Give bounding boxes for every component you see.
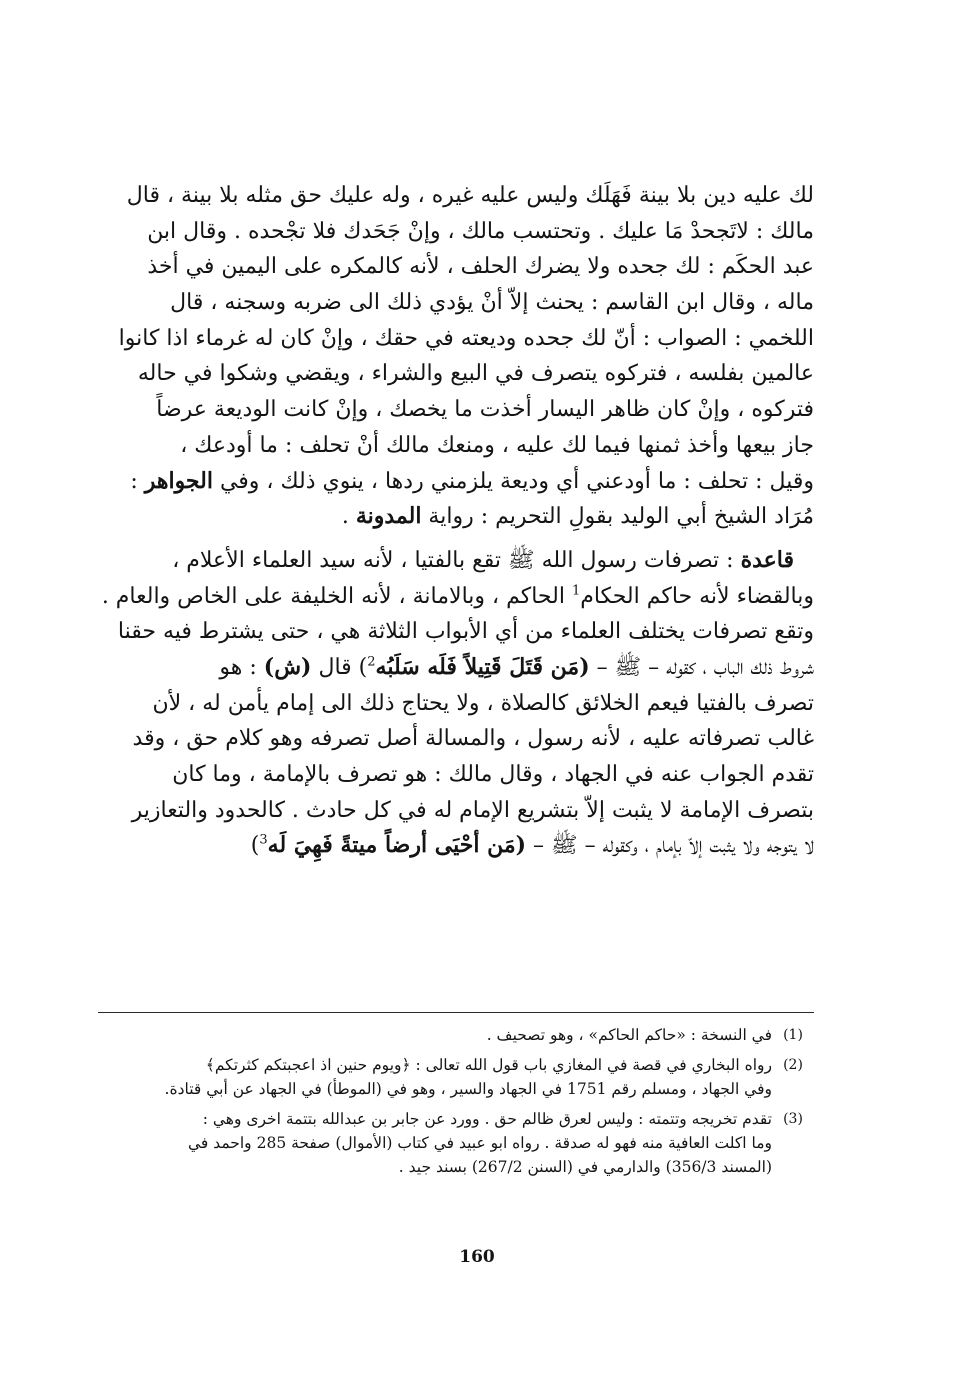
footnote-number: (3) xyxy=(783,1111,803,1127)
footnote-2 xyxy=(98,1053,814,1101)
commentator-abbreviation: (ش) xyxy=(263,653,312,680)
text-line xyxy=(98,579,814,615)
footnote-line: وما اكلت العافية منه فهو له صدقة . رواه ابو عبيد في كتاب (الأموال) صفحة 285 واحمد في xyxy=(187,1134,772,1152)
text-segment: : xyxy=(130,468,145,494)
paragraph-2 xyxy=(98,543,814,864)
rule-heading: قاعدة xyxy=(740,546,794,573)
footnote-text xyxy=(98,1107,772,1179)
text-segment: ) xyxy=(250,833,260,859)
footnote-marker: 1 xyxy=(571,583,581,599)
text-line xyxy=(98,499,814,535)
footnote-line: في النسخة : «حاكم الحاكم» ، وهو تصحيف . xyxy=(486,1026,772,1044)
text-segment: لا يتوجه ولا يثبت إلاّ بإمام ، وكقوله – ﷺ – xyxy=(526,833,814,859)
text-line xyxy=(98,543,814,579)
footnote-1 xyxy=(98,1023,814,1047)
footnote-line: تقدم تخريجه وتتمته : وليس لعرق ظالم حق . وورد عن جابر بن عبدالله بتتمة اخرى وهي : xyxy=(202,1110,772,1128)
paragraph-1 xyxy=(98,178,814,535)
text-line: وتقع تصرفات يختلف العلماء من أي الأبواب الثلاثة هي ، حتى يشترط فيه حقنا xyxy=(117,619,814,645)
footnote-line: (المسند 356/3) والدارمي في (السنن 267/2) بسند جيد . xyxy=(398,1158,772,1176)
main-text xyxy=(98,178,814,864)
text-line: جاز بيعها وأخذ ثمنها فيما لك عليه ، ومنعك مالك أنْ تحلف : ما أودعك ، xyxy=(180,432,814,458)
footnote-text xyxy=(98,1023,772,1047)
footnote-number: (2) xyxy=(783,1057,803,1073)
page-number: 160 xyxy=(459,1247,495,1267)
text-segment: : تصرفات رسول الله ﷺ تقع بالفتيا ، لأنه سيد العلماء الأعلام ، xyxy=(172,547,741,573)
text-line: بتصرف الإمامة لا يثبت إلاّ بتشريع الإمام له في كل حادث . كالحدود والتعازير xyxy=(131,797,814,823)
text-line: ماله ، وقال ابن القاسم : يحنث إلاّ أنْ يؤدي ذلك الى ضربه وسجنه ، قال xyxy=(170,290,814,316)
text-line: لك عليه دين بلا بينة فَهَلَك وليس عليه غيره ، وله عليك حق مثله بلا بينة ، قال xyxy=(126,183,814,208)
text-segment: وقيل : تحلف : ما أودعني أي وديعة يلزمني ردها ، ينوي ذلك ، وفي xyxy=(212,468,814,494)
text-segment: وبالقضاء لأنه حاكم الحكام xyxy=(580,583,814,609)
hadith-quote: (مَن أحْيَى أرضاً ميتةً فَهِيَ لَه xyxy=(267,832,527,859)
text-line xyxy=(98,650,814,686)
text-segment: : هو xyxy=(219,654,264,680)
book-title-jawahir: الجواهر xyxy=(144,467,213,494)
footnote-text xyxy=(98,1053,772,1101)
text-line: مالك : لاتَجحدْ مَا عليك . وتحتسب مالك ، وإنْ جَحَدك فلا تجْحده . وقال ابن xyxy=(147,218,814,244)
text-segment: شروط ذلك الباب ، كقوله – ﷺ – xyxy=(589,654,814,680)
footnote-marker: 3 xyxy=(259,833,268,849)
footnote-divider xyxy=(98,1012,814,1013)
footnote-line: وفي الجهاد ، ومسلم رقم 1751 في الجهاد والسير ، وهو في (الموطأ) في الجهاد عن أبي قتادة. xyxy=(164,1080,772,1098)
text-segment: . xyxy=(341,504,356,530)
footnote-marker: 2 xyxy=(367,654,376,670)
text-segment: الحاكم ، وبالامانة ، لأنه الخليفة على الخاص والعام . xyxy=(101,583,572,609)
text-line: عالمين بفلسه ، فتركوه يتصرف في البيع والشراء ، ويقضي وشكوا في حاله xyxy=(137,361,814,387)
hadith-quote: (مَن قَتَلَ قَتِيلاً فَلَه سَلَبُه xyxy=(375,653,590,680)
book-title-mudawwana: المدونة xyxy=(355,503,422,530)
text-line: اللخمي : الصواب : أنّ لك جحده وديعته في حقك ، وإنْ كان له غرماء اذا كانوا xyxy=(118,325,814,351)
text-line xyxy=(98,464,814,500)
text-line: غالب تصرفاته عليه ، لأنه رسول ، والمسالة أصل تصرفه وهو كلام حق ، وقد xyxy=(132,726,814,752)
footnote-line: رواه البخاري في قصة في المغازي باب قول الله تعالى : ﴿ويوم حنين اذ اعجبتكم كثرتكم﴾ xyxy=(205,1056,772,1074)
footnotes xyxy=(98,1023,814,1185)
footnote-3 xyxy=(98,1107,814,1179)
text-line: فتركوه ، وإنْ كان ظاهر اليسار أخذت ما يخصك ، وإنْ كانت الوديعة عرضاً xyxy=(156,397,814,423)
text-segment: مُرَاد الشيخ أبي الوليد بقولِ التحريم : رواية xyxy=(421,504,814,530)
text-segment: ) قال xyxy=(311,654,368,680)
text-line: تقدم الجواب عنه في الجهاد ، وقال مالك : هو تصرف بالإمامة ، وما كان xyxy=(172,762,814,787)
text-line: تصرف بالفتيا فيعم الخلائق كالصلاة ، ولا يحتاج ذلك الى إمام يأمن له ، لأن xyxy=(152,690,814,716)
text-line: عبد الحكَم : لك جحده ولا يضرك الحلف ، لأنه كالمكره على اليمين في أخذ xyxy=(147,254,814,280)
footnote-number: (1) xyxy=(783,1027,803,1043)
text-line xyxy=(98,828,814,864)
